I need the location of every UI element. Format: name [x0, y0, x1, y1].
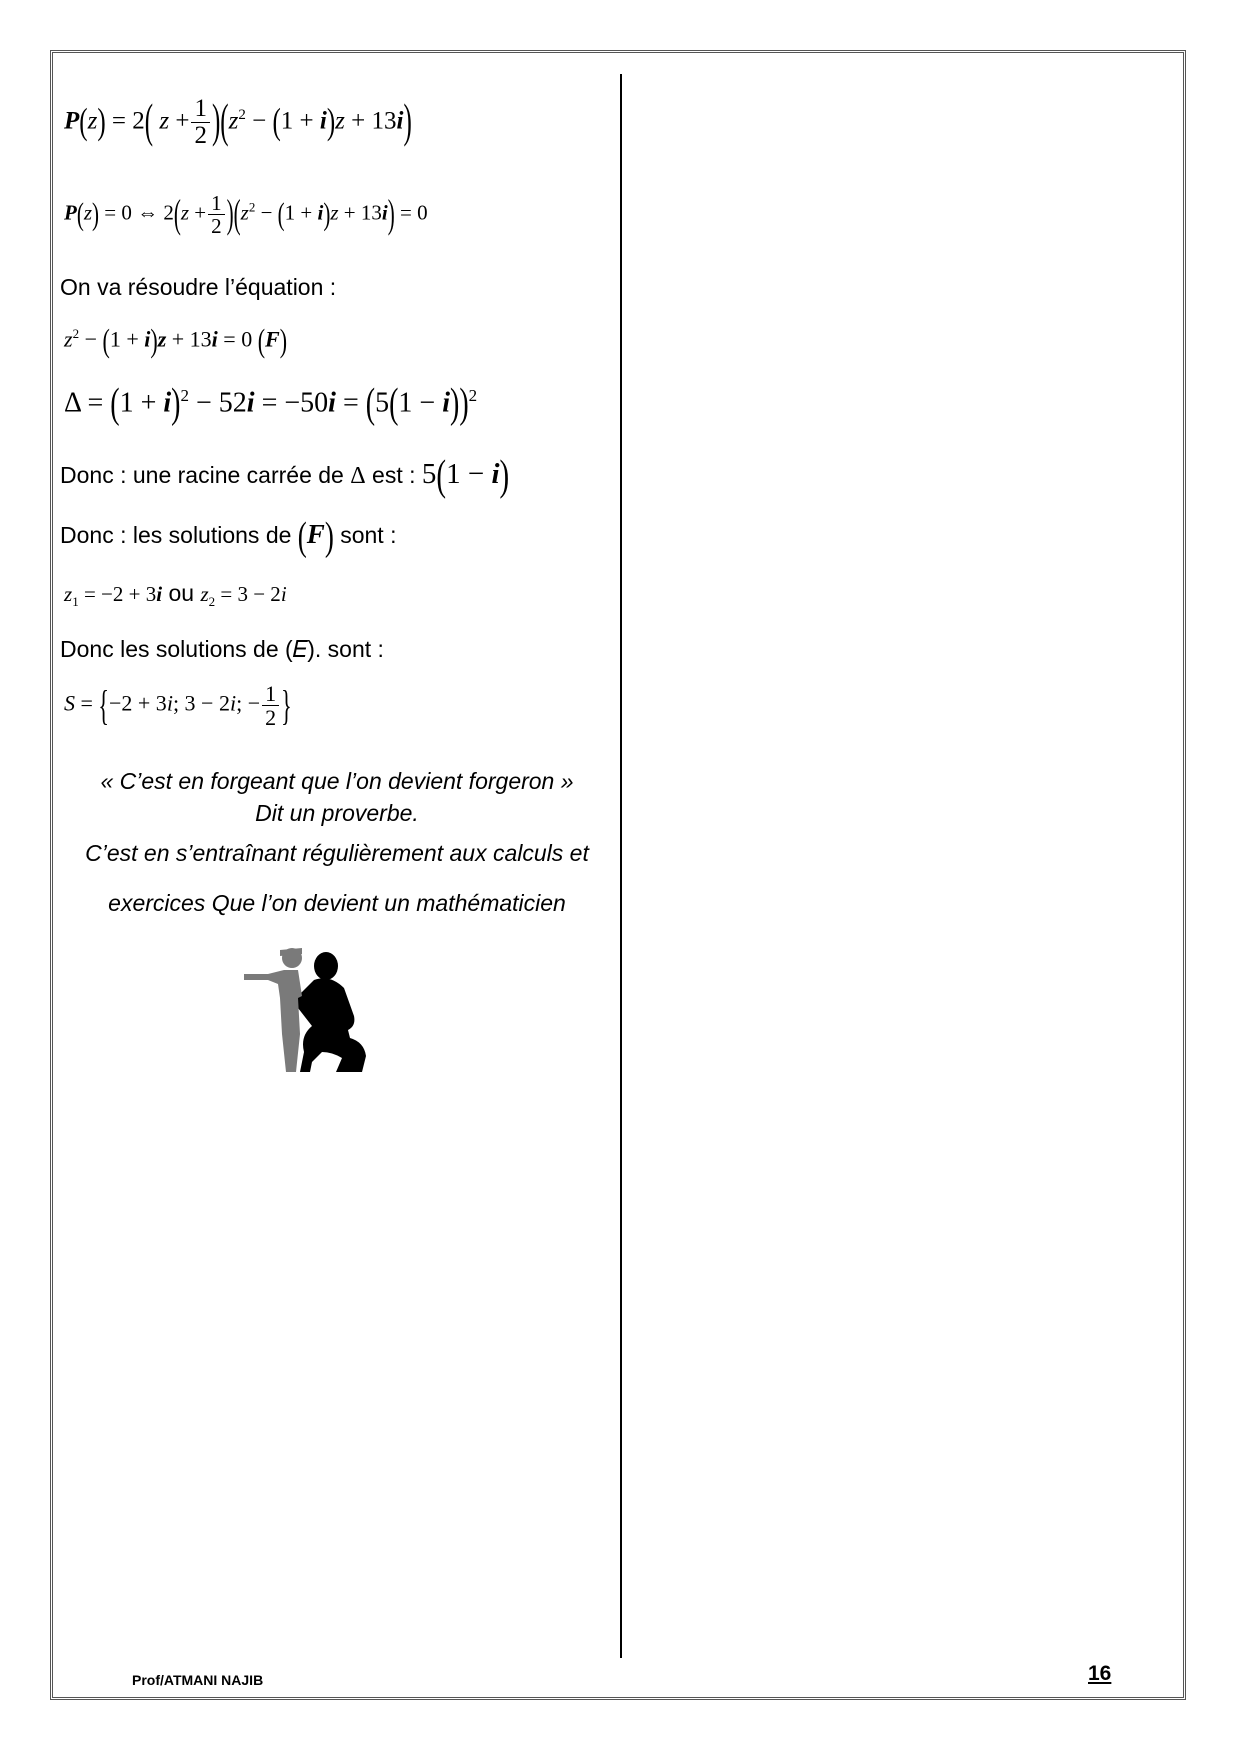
column-divider	[620, 74, 622, 1658]
equation-set-s: S = {−2 + 3i; 3 − 2i; − $\frac{1}{2}$ }	[64, 680, 292, 731]
text-solutions-f-suffix: sont :	[340, 522, 397, 548]
text-racine-prefix: Donc : une racine carrée de	[60, 462, 344, 488]
equation-p-zero: P(z) = 0 ⇔ 2(z + $\frac{1}{2}$ )$(z^2 - (1 + i)z + 13i) = 0$	[64, 190, 428, 239]
page-number: 16	[1088, 1662, 1112, 1685]
quote-line-2: Dit un proverbe.	[255, 800, 419, 826]
solutions-z1-z2	[64, 580, 287, 610]
delta-symbol: Δ	[350, 463, 366, 489]
text-ou: ou	[168, 580, 195, 606]
solution-z1: $z_1 = -2 + 3i$	[64, 582, 163, 610]
text-resoudre: On va résoudre l’équation :	[60, 274, 337, 300]
quote-line-4: exercices Que l’on devient un mathématicien	[108, 890, 566, 916]
quote-line-3: C’est en s’entraînant régulièrement aux calculs et	[85, 840, 589, 866]
equation-f: $z^2 - (1 + i)z + 13i = 0$ (F)	[64, 321, 288, 360]
label-f: (F)	[297, 513, 334, 559]
text-racine-mid: est :	[372, 462, 416, 488]
quote-line-1: « C’est en forgeant que l’on devient forgeron »	[100, 768, 574, 794]
equation-delta: $\Delta = (1 + i)^2 - 52i = -50i = (5(1 - i))^2$	[64, 380, 478, 428]
solution-z2: $z_2 = 3 - 2i$	[200, 582, 287, 610]
equation-p-factored: P(z) = 2( z + $\frac{1}{2}$ )$(z^2 - (1 + i)z + 13i)$	[64, 95, 412, 150]
teacher-child-silhouette-icon	[240, 944, 375, 1074]
text-racine	[60, 451, 510, 500]
text-solutions-f	[60, 513, 397, 559]
text-solutions-f-prefix: Donc : les solutions de	[60, 522, 292, 548]
text-solutions-e: Donc les solutions de (𝐸). sont :	[60, 636, 384, 662]
racine-value: 5(1 − i)	[421, 451, 510, 500]
footer-author: Prof/ATMANI NAJIB	[132, 1672, 264, 1688]
